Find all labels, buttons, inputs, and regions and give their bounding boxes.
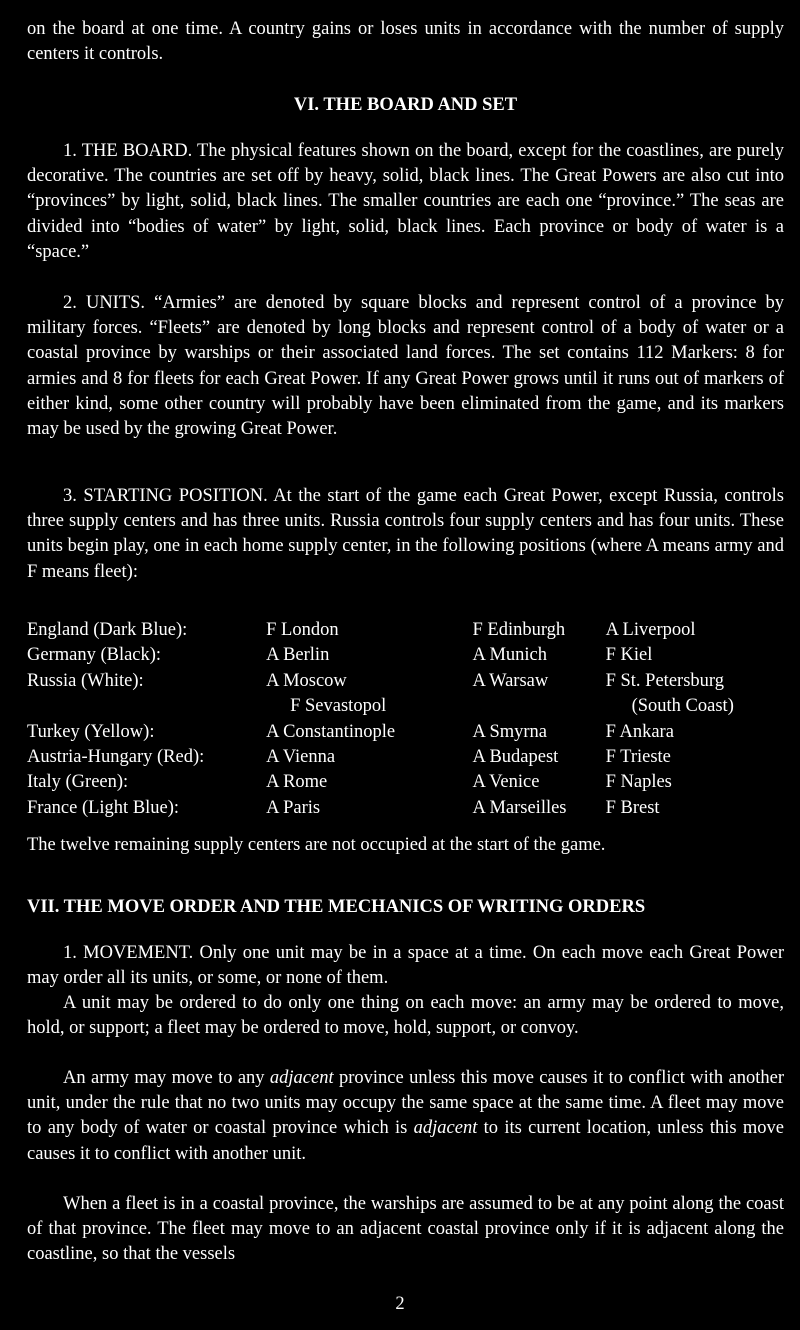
coast-note-cell: (South Coast) [631,696,734,717]
unit-cell: A Marseilles [472,797,567,818]
unit-cell: F Trieste [605,746,671,767]
army-movement-paragraph [27,1066,784,1167]
table-row [27,643,800,668]
country-cell: England (Dark Blue): [27,620,188,640]
unit-cell: A Liverpool [605,620,696,640]
board-paragraph: 1. THE BOARD. The physical features shown on the board, except for the coastlines, are purely decorative. The countries are set off by heavy, solid, black lines. The Great Powers are also cut into “provinces” by light, solid, black lines. The smaller countries are each one “province.” The seas are divided into “bodies of water” by light, solid, black lines. Each province or body of water is a “space.” [27,141,784,262]
coastal-fleet-paragraph: When a fleet is in a coastal province, the warships are assumed to be at any point along the coast of that province. The fleet may move to an adjacent coastal province only if it is adjacent along the coastline, so that the vessels [27,1194,784,1265]
table-row [27,796,800,821]
country-cell: Germany (Black): [27,645,162,666]
unit-cell: A Venice [472,772,540,793]
unit-cell: A Constantinople [266,721,396,742]
unit-cell: F Edinburgh [472,620,566,640]
table-row [27,618,800,643]
unit-cell: A Smyrna [472,721,547,742]
unit-orders-paragraph: A unit may be ordered to do only one thing on each move: an army may be ordered to move, hold, or support; a fleet may be ordered to move, hold, support, or convoy. [27,993,784,1039]
table-row [27,694,800,719]
section-6-heading: VI. THE BOARD AND SET [293,95,518,115]
text-run: An army may move to any [63,1068,270,1088]
unit-cell: A Berlin [266,645,330,666]
unit-cell: F Ankara [605,721,674,742]
table-row [27,720,800,745]
remaining-centers-note: The twelve remaining supply centers are not occupied at the start of the game. [27,835,606,855]
unit-cell: F Kiel [605,645,653,666]
starting-position-paragraph: 3. STARTING POSITION. At the start of the game each Great Power, except Russia, controls three supply centers and has three units. Russia controls four supply centers and has four units. These units begin play, one in each home supply center, in the following positions (where A means army and F means fleet): [27,486,784,582]
text-run: province unless this move causes it to conflict with another unit, under the rule that no two units may occupy the same space at the same time. A fleet may move to any body of water or coastal province which is [27,1068,784,1139]
movement-paragraph: 1. MOVEMENT. Only one unit may be in a space at a time. On each move each Great Power may order all its units, or some, or none of them. [27,943,784,989]
units-paragraph: 2. UNITS. “Armies” are denoted by square blocks and represent control of a province by military forces. “Fleets” are denoted by long blocks and represent control of a body of water or a coastal province by warships or their associated land forces. The set contains 112 Markers: 8 for armies and 8 for fleets for each Great Power. If any Great Power grows until it runs out of markers of either kind, some other country will probably have been eliminated from the game, and its markers may be used by the growing Great Power. [27,293,784,440]
unit-cell: F Sevastopol [290,696,387,717]
unit-cell: A Warsaw [472,670,549,691]
emphasis-adjacent: adjacent [269,1068,334,1088]
empty-cell [27,694,266,719]
emphasis-adjacent: adjacent [413,1118,478,1139]
unit-cell: A Moscow [266,670,347,691]
empty-cell [472,694,605,719]
unit-cell: F Naples [605,772,672,793]
country-cell: Russia (White): [27,670,144,691]
starting-positions-table [27,618,800,821]
unit-cell: A Rome [266,772,328,793]
unit-cell: A Munich [472,645,547,666]
country-cell: Austria-Hungary (Red): [27,746,205,767]
section-7-heading: VII. THE MOVE ORDER AND THE MECHANICS OF WRITING ORDERS [27,897,646,917]
unit-cell: F London [266,620,339,640]
text-run: to its current location, unless this move causes it to conflict with another unit. [27,1118,784,1164]
country-cell: Italy (Green): [27,772,129,793]
unit-cell: F Brest [605,797,660,818]
table-row [27,745,800,770]
country-cell: Turkey (Yellow): [27,721,155,742]
unit-cell: A Vienna [266,746,336,767]
country-cell: France (Light Blue): [27,797,180,818]
page-number: 2 [395,1294,405,1314]
table-row [27,770,800,795]
table-row [27,669,800,694]
intro-paragraph: on the board at one time. A country gains or loses units in accordance with the number of supply centers it controls. [27,19,784,65]
unit-cell: A Paris [266,797,321,818]
unit-cell: F St. Petersburg [605,670,724,691]
unit-cell: A Budapest [472,746,559,767]
